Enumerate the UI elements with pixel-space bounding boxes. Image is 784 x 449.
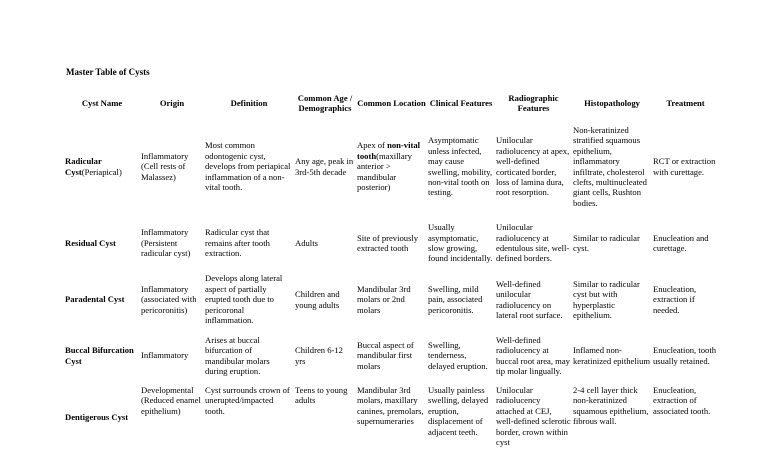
header-treatment: Treatment [666, 97, 705, 108]
clinical-cell: Asymptomatic unless infected, may cause swelling, mobility, non-vital tooth on testing. [428, 135, 493, 198]
radiographic-cell: Unilocular radiolucency at apex, well-defined corticated border, loss of lamina dura, root resorption. [496, 135, 570, 198]
demographics-cell: Adults [295, 237, 318, 248]
header-origin: Origin [159, 97, 185, 108]
demographics-cell: Children 6-12 yrs [295, 345, 343, 366]
location-cell: Mandibular 3rd molars or 2nd molars [357, 283, 411, 315]
histopathology-cell: Inflamed non-keratinized epithelium [573, 345, 651, 366]
origin-cell: Inflammatory (Persistent radicular cyst) [141, 227, 191, 259]
clinical-cell: Swelling, mild pain, associated pericoronitis. [428, 283, 483, 315]
location-emphasis: non-vital tooth [357, 140, 421, 161]
header-row [64, 88, 719, 118]
header-definition: Definition [230, 97, 268, 108]
definition-cell: Develops along lateral aspect of partially erupted tooth due to pericoronal inflammation. [205, 273, 283, 326]
histopathology-cell: 2-4 cell layer thick non-keratinized squamous epithelium, fibrous wall. [573, 385, 649, 427]
table-row [64, 383, 719, 449]
origin-cell: Inflammatory [141, 350, 189, 361]
cyst-name-cell: Paradental Cyst [65, 294, 125, 305]
location-cell: Site of previously extracted tooth [357, 232, 419, 253]
header-clinical: Clinical Features [429, 97, 493, 108]
cyst-name-cell [64, 118, 140, 215]
cyst-name-cell: Dentigerous Cyst [65, 411, 129, 422]
header-location: Common Location [357, 97, 426, 108]
definition-cell: Radicular cyst that remains after tooth extraction. [205, 227, 270, 259]
histopathology-cell: Similar to radicular cyst. [573, 232, 640, 253]
origin-cell: Inflammatory (Cell rests of Malassez) [141, 150, 189, 182]
cyst-name-cell: Residual Cyst [65, 237, 116, 248]
location-suffix: (maxillary anterior > mandibular posterior) [357, 150, 412, 193]
location-cell [356, 118, 427, 215]
cyst-name: Radicular Cyst [65, 156, 102, 177]
header-radiographic: Radiographic Features [508, 92, 559, 113]
page-title: Master Table of Cysts [66, 67, 150, 77]
radiographic-cell: Unilocular radiolucency attached at CEJ, well-defined sclerotic border, crown within cyst [496, 385, 571, 448]
definition-cell: Most common odontogenic cyst, develops from periapical inflammation of a non-vital tooth. [205, 140, 291, 193]
table-row [64, 328, 719, 383]
location-cell: Mandibular 3rd molars, maxillary canines, premolars, supernumeraries [357, 385, 424, 427]
treatment-cell: Enucleation, extraction of associated tooth. [653, 385, 711, 416]
treatment-cell: Enucleation, extraction if needed. [653, 283, 697, 315]
cyst-name-suffix: (Periapical) [81, 166, 122, 177]
clinical-cell: Usually asymptomatic, slow growing, found incidentally. [428, 222, 493, 264]
treatment-cell: RCT or extraction with curettage. [653, 156, 716, 177]
table-row [64, 118, 719, 215]
cyst-table [64, 88, 719, 449]
radiographic-cell: Unilocular radiolucency at edentulous site, well-defined borders. [496, 222, 570, 264]
definition-cell: Cyst surrounds crown of unerupted/impacted tooth. [205, 385, 290, 416]
origin-cell: Inflammatory (associated with pericoronitis) [141, 283, 197, 315]
header-histopathology: Histopathology [584, 97, 640, 108]
definition-cell: Arises at buccal bifurcation of mandibular molars during eruption. [205, 334, 270, 376]
treatment-cell: Enucleation, tooth usually retained. [653, 345, 717, 366]
origin-cell: Developmental (Reduced enamel epithelium) [141, 385, 201, 416]
header-demographics: Common Age / Demographics [297, 92, 353, 113]
histopathology-cell: Non-keratinized stratified squamous epithelium, inflammatory infiltrate, cholesterol clefts, multinucleated giant cells, Rushton bodies. [573, 124, 647, 208]
radiographic-cell: Well-defined radiolucency at buccal root area, may tip molar lingually. [496, 334, 570, 376]
table-row [64, 271, 719, 328]
treatment-cell: Enucleation and curettage. [653, 232, 709, 253]
clinical-cell: Usually painless swelling, delayed eruption, displacement of adjacent teeth. [428, 385, 489, 437]
table-row [64, 215, 719, 271]
cyst-name-cell: Buccal Bifurcation Cyst [65, 345, 134, 366]
demographics-cell: Children and young adults [295, 289, 340, 310]
location-cell: Buccal aspect of mandibular first molars [357, 339, 414, 371]
demographics-cell: Teens to young adults [295, 385, 348, 406]
radiographic-cell: Well-defined unilocular radiolucency on lateral root surface. [496, 278, 563, 320]
header-cyst-name: Cyst Name [81, 97, 123, 108]
histopathology-cell: Similar to radicular cyst but with hyperplastic epithelium. [573, 278, 640, 320]
demographics-cell: Any age, peak in 3rd-5th decade [295, 156, 354, 177]
location-prefix: Apex of [357, 140, 388, 151]
clinical-cell: Swelling, tenderness, delayed eruption. [428, 339, 488, 371]
